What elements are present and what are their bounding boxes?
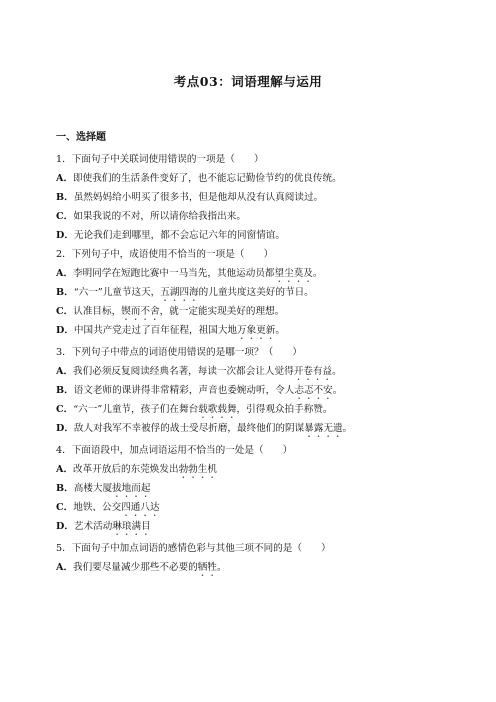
option-label: A． [56, 268, 74, 279]
option-text: 地铁、公交 [73, 502, 122, 513]
option-label: C． [56, 306, 74, 317]
question-stem: 5．下面句子中加点词语的感情色彩与其他三项不同的是（ ） [56, 543, 331, 554]
question-stem: 4．下面语段中，加点词语运用不恰当的一处是（ ） [56, 445, 293, 456]
dotted-phrase: 暴露无遗 [304, 423, 343, 434]
option-text: 。 [312, 268, 323, 279]
option-text: 我们要尽量减少那些不必要的 [73, 562, 198, 573]
page-title: 考点03：词语理解与运用 [173, 74, 323, 89]
option-text: 敌人对我军不幸被俘的战士受尽折磨，最终他们的阴谋 [73, 423, 305, 434]
option-text: 李明同学在短跑比赛中一马当先，其他运动员都 [73, 268, 275, 279]
option-line [56, 381, 476, 400]
question-list [56, 150, 476, 577]
dotted-phrase: 锲而不舍 [121, 306, 160, 317]
dotted-phrase: 开卷有益 [293, 366, 333, 377]
option-text: 的儿童共度这美好的节日。 [198, 287, 314, 298]
option-line [56, 362, 476, 381]
option-line [56, 400, 476, 419]
option-line [56, 558, 476, 577]
option-text: 。 [332, 385, 343, 396]
option-text: 。 [275, 325, 285, 336]
dotted-phrase: 拔地而起 [112, 483, 151, 494]
dotted-phrase: 望尘莫及 [274, 268, 313, 279]
option-text: 无论我们走到哪里，都不会忘记六年的同窗情谊。 [73, 230, 285, 241]
option-text: “六一”儿童节，孩子们在舞台 [73, 404, 199, 415]
option-label: A． [56, 562, 74, 573]
option-text: 认准目标， [73, 306, 122, 317]
option-text: “六一”儿童节这天， [73, 287, 161, 298]
option-text: ，引得观众拍手称赞。 [236, 404, 333, 415]
option-label: A． [56, 464, 74, 475]
option-line [56, 419, 476, 438]
dotted-phrase: 五湖四海 [160, 287, 199, 298]
option-label: D． [56, 230, 74, 241]
option-line [56, 188, 476, 207]
option-line [56, 283, 476, 302]
option-line [56, 517, 476, 536]
option-text: 。 [342, 423, 353, 434]
dotted-phrase: 琳琅满目 [112, 521, 151, 532]
option-text: 中国共产党走过了百年征程，祖国大地 [73, 325, 238, 336]
option-text: 改革开放后的东莞焕发出 [73, 464, 179, 475]
option-label: A． [56, 173, 74, 184]
question-stem: 3．下列句子中带点的词语使用错误的是哪一项？（ ） [56, 347, 302, 358]
question-stem: 1．下面句子中关联词使用错误的一项是（ ） [56, 154, 264, 165]
option-text: 如果我说的不对，所以请你给我指出来。 [73, 211, 246, 222]
option-label: D． [56, 423, 74, 434]
dotted-phrase: 牺牲 [197, 562, 217, 573]
dotted-phrase: 勃勃生机 [178, 464, 217, 475]
question-stem: 2．下列句子中，成语使用不恰当的一项是（ ） [56, 249, 274, 260]
option-label: B． [56, 287, 74, 298]
option-label: B． [56, 483, 74, 494]
option-label: C． [56, 502, 74, 513]
option-line [56, 498, 476, 517]
option-line [56, 460, 476, 479]
option-text: 高楼大厦 [73, 483, 113, 494]
option-line [56, 479, 476, 498]
option-label: C． [56, 211, 74, 222]
option-line [56, 302, 476, 321]
option-text: 艺术活动 [73, 521, 113, 532]
option-line [56, 169, 476, 188]
option-label: D． [56, 325, 74, 336]
option-text: 虽然妈妈给小明买了很多书，但是他却从没有认真阅读过。 [73, 192, 324, 203]
option-label: B． [56, 192, 74, 203]
option-text: 我们必须反复阅读经典名著，每读一次都会让人觉得 [73, 366, 294, 377]
option-line [56, 207, 476, 226]
option-label: A． [56, 366, 74, 377]
dotted-phrase: 载歌载舞 [198, 404, 237, 415]
dotted-phrase: 四通八达 [121, 502, 160, 513]
option-label: B． [56, 385, 74, 396]
dotted-phrase: 万象更新 [237, 325, 276, 336]
option-label: C． [56, 404, 74, 415]
option-label: D． [56, 521, 74, 532]
option-line [56, 321, 476, 340]
dotted-phrase: 忐忑不安 [294, 385, 333, 396]
option-text: ，就一定能实现美好的理想。 [159, 306, 285, 317]
option-line [56, 264, 476, 283]
option-text: 语文老师的课讲得非常精彩，声音也委婉动听，令人 [73, 385, 295, 396]
option-text: 。 [216, 562, 227, 573]
option-text: 。 [332, 366, 342, 377]
option-line [56, 226, 476, 245]
option-text: 即使我们的生活条件变好了，也不能忘记勤俭节约的优良传统。 [73, 173, 342, 184]
section-heading: 一、选择题 [56, 132, 106, 143]
